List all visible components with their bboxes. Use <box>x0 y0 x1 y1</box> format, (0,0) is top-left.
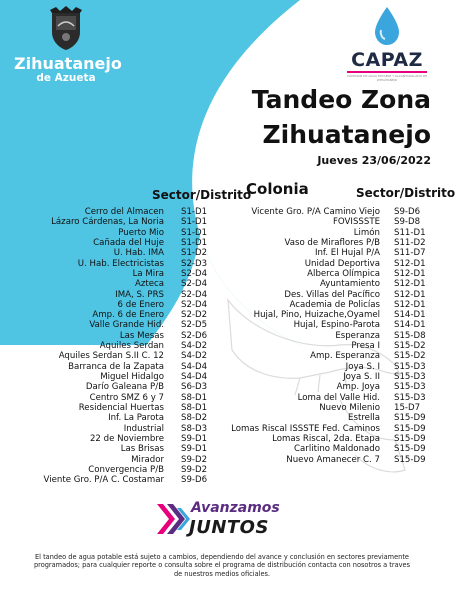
sector-code: S15-D9 <box>394 423 426 434</box>
colonia-name: Vicente Gro. P/A Camino Viejo <box>251 207 380 217</box>
colonia-name: Residencial Huertas <box>78 402 164 413</box>
colonia-name: Barranca de la Zapata <box>68 361 164 372</box>
sector-code: S12-D1 <box>394 299 426 310</box>
list-item <box>218 310 438 320</box>
list-item <box>0 300 227 310</box>
sector-code: S2-D3 <box>181 258 208 269</box>
sector-code: S6-D3 <box>181 382 208 393</box>
list-item <box>0 238 227 248</box>
sector-code: S15-D8 <box>394 330 426 341</box>
colonia-name: Viente Gro. P/A C. Costamar <box>43 475 164 486</box>
colonia-name: Limón <box>353 227 380 238</box>
sector-code: S11-D2 <box>394 237 426 248</box>
colonia-name: Estrella <box>348 413 380 424</box>
agency-logo <box>341 6 433 82</box>
colonia-name: 6 de Enero <box>117 299 164 310</box>
list-item <box>0 434 227 444</box>
right-neighborhood-list <box>218 207 438 465</box>
list-item <box>218 444 438 454</box>
sector-code: S12-D1 <box>394 279 426 290</box>
sector-code: S1-D1 <box>181 217 208 228</box>
title-line-2: Zihuatanejo <box>262 120 431 149</box>
sector-code: S4-D4 <box>181 372 208 382</box>
sector-code: S15-D9 <box>394 433 426 444</box>
sector-code: S4-D4 <box>181 361 208 372</box>
sector-code: S15-D9 <box>394 454 426 465</box>
sector-code: S15-D3 <box>394 361 426 372</box>
colonia-name: U. Hab. IMA <box>113 248 164 259</box>
list-item <box>0 217 227 227</box>
column-header-sector-left: Sector/Distrito <box>152 188 252 202</box>
list-item <box>0 424 227 434</box>
list-item <box>218 238 438 248</box>
list-item <box>218 300 438 310</box>
list-item <box>0 403 227 413</box>
list-item <box>218 279 438 289</box>
municipality-name: Zihuatanejo <box>14 54 122 73</box>
list-item <box>218 424 438 434</box>
list-item <box>0 475 227 485</box>
list-item <box>0 382 227 392</box>
colonia-name: Las Brisas <box>120 444 164 455</box>
sector-code: S1-D1 <box>181 207 208 217</box>
list-item <box>218 455 438 465</box>
sector-code: S4-D2 <box>181 341 208 352</box>
colonia-name: IMA, S. PRS <box>115 289 164 300</box>
sector-code: S1-D2 <box>181 248 208 259</box>
agency-name: CAPAZ <box>351 49 423 71</box>
colonia-name: Presa I <box>351 341 380 352</box>
colonia-name: Cañada del Huje <box>93 237 164 248</box>
sector-code: S2-D4 <box>181 279 208 290</box>
colonia-name: Valle Grande Hid. <box>89 320 164 331</box>
left-neighborhood-list <box>0 207 227 485</box>
list-item <box>218 228 438 238</box>
water-drop-icon <box>372 6 402 46</box>
list-item <box>218 269 438 279</box>
list-item <box>0 455 227 465</box>
list-item <box>218 320 438 330</box>
colonia-name: Miguel Hidalgo <box>100 372 164 382</box>
sector-code: S11-D7 <box>394 248 426 259</box>
sector-code: S9-D2 <box>181 454 208 465</box>
list-item <box>218 362 438 372</box>
sector-code: S4-D2 <box>181 351 208 362</box>
sector-code: S9-D6 <box>394 207 421 217</box>
sector-code: S1-D1 <box>181 237 208 248</box>
list-item <box>0 279 227 289</box>
sector-code: S14-D1 <box>394 320 426 331</box>
list-item <box>0 351 227 361</box>
colonia-name: Centro SMZ 6 y 7 <box>89 392 164 403</box>
page-title <box>252 82 431 152</box>
disclaimer-text: El tandeo de agua potable está sujeto a cambios, dependiendo del avance y conclusión en sectores previamente programados; para cualquier reporte o consulta sobre el programa de distribución contacta con nosotros a traves de nuestros medios oficiales. <box>33 553 411 578</box>
colonia-name: Vaso de Miraflores P/B <box>284 237 380 248</box>
colonia-name: Amp. Joya <box>336 382 380 393</box>
list-item <box>0 259 227 269</box>
colonia-name: 22 de Noviembre <box>89 433 164 444</box>
sector-code: S8-D2 <box>181 413 208 424</box>
sector-code: S1-D1 <box>181 227 208 238</box>
colonia-name: Carlitino Maldonado <box>294 444 380 455</box>
list-item <box>0 444 227 454</box>
colonia-name: Industrial <box>123 423 164 434</box>
sector-code: S14-D1 <box>394 310 426 321</box>
list-item <box>0 413 227 423</box>
coat-of-arms-icon <box>48 6 84 52</box>
sector-code: S12-D1 <box>394 289 426 300</box>
municipality-subtitle: de Azueta <box>36 72 96 84</box>
brand-word-juntos: JUNTOS <box>189 517 269 538</box>
list-item <box>218 248 438 258</box>
colonia-name: Inf. El Hujal P/A <box>314 248 380 259</box>
list-item <box>0 331 227 341</box>
sector-code: S12-D1 <box>394 258 426 269</box>
list-item <box>218 217 438 227</box>
list-item <box>218 341 438 351</box>
list-item <box>218 290 438 300</box>
list-item <box>218 259 438 269</box>
sector-code: S15-D9 <box>394 444 426 455</box>
colonia-name: Hujal, Pino, Huizache,Oyamel <box>253 310 380 321</box>
colonia-name: Mirador <box>131 454 164 465</box>
colonia-name: Lázaro Cárdenas, La Noria <box>51 217 164 228</box>
list-item <box>218 351 438 361</box>
agency-accent-bar <box>347 71 427 73</box>
colonia-name: Esperanza <box>335 330 380 341</box>
colonia-name: Las Mesas <box>119 330 164 341</box>
list-item <box>0 341 227 351</box>
list-item <box>218 434 438 444</box>
list-item <box>0 228 227 238</box>
list-item <box>0 248 227 258</box>
list-item <box>0 372 227 382</box>
sector-code: 15-D7 <box>394 402 421 413</box>
schedule-date: Jueves 23/06/2022 <box>317 154 431 167</box>
colonia-name: Cerro del Almacen <box>84 207 164 217</box>
list-item <box>218 382 438 392</box>
colonia-name: Nuevo Amanecer C. 7 <box>286 454 380 465</box>
colonia-name: Joya S. I <box>345 361 380 372</box>
chevron-arrows-icon <box>155 502 191 536</box>
colonia-name: Academia de Policías <box>289 299 380 310</box>
sector-code: S2-D5 <box>181 320 208 331</box>
colonia-name: Joya S. II <box>343 372 380 382</box>
colonia-name: Darío Galeana P/B <box>85 382 164 393</box>
title-line-1: Tandeo Zona <box>251 85 431 114</box>
sector-code: S15-D3 <box>394 382 426 393</box>
colonia-name: Unidad Deportiva <box>304 258 380 269</box>
sector-code: S15-D3 <box>394 372 426 382</box>
list-item <box>218 372 438 382</box>
list-item <box>0 207 227 217</box>
sector-code: S2-D4 <box>181 299 208 310</box>
list-item <box>218 207 438 217</box>
colonia-name: La Mira <box>132 268 164 279</box>
list-item <box>0 310 227 320</box>
sector-code: S15-D2 <box>394 341 426 352</box>
list-item <box>218 331 438 341</box>
colonia-name: Convergencia P/B <box>88 464 164 475</box>
sector-code: S15-D9 <box>394 413 426 424</box>
list-item <box>0 269 227 279</box>
sector-code: S9-D6 <box>181 475 208 486</box>
sector-code: S2-D2 <box>181 310 208 321</box>
colonia-name: Puerto Mio <box>118 227 164 238</box>
colonia-name: Inf. La Parota <box>108 413 164 424</box>
avanzamos-juntos-logo <box>155 498 305 542</box>
colonia-name: Lomas Riscal, 2da. Etapa <box>272 433 380 444</box>
list-item <box>0 362 227 372</box>
list-item <box>0 465 227 475</box>
sector-code: S15-D3 <box>394 392 426 403</box>
colonia-name: FOVISSSTE <box>332 217 380 228</box>
column-header-sector-right: Sector/Distrito <box>356 186 455 200</box>
colonia-name: Des. Villas del Pacífico <box>284 289 380 300</box>
colonia-name: Ayuntamiento <box>319 279 380 290</box>
colonia-name: Azteca <box>134 279 164 290</box>
list-item <box>0 290 227 300</box>
colonia-name: Alberca Olímpica <box>307 268 380 279</box>
sector-code: S15-D2 <box>394 351 426 362</box>
sector-code: S9-D2 <box>181 464 208 475</box>
brand-word-avanzamos: Avanzamos <box>191 500 280 516</box>
sector-code: S2-D6 <box>181 330 208 341</box>
agency-tagline: COMISION DE AGUA POTABLE Y ALCANTARILLADO DE ZIHUATANEJO <box>346 74 428 82</box>
colonia-name: Aquiles Serdan S.II C. 12 <box>58 351 164 362</box>
colonia-name: U. Hab. Electricistas <box>77 258 164 269</box>
sector-code: S2-D4 <box>181 289 208 300</box>
sector-code: S8-D3 <box>181 423 208 434</box>
column-header-colonia: Colonia <box>246 180 309 198</box>
colonia-name: Hujal, Espino-Parota <box>293 320 380 331</box>
colonia-name: Loma del Valle Hid. <box>297 392 380 403</box>
list-item <box>0 320 227 330</box>
list-item <box>218 403 438 413</box>
colonia-name: Amp. Esperanza <box>310 351 380 362</box>
list-item <box>218 413 438 423</box>
sector-code: S9-D8 <box>394 217 421 228</box>
sector-code: S2-D4 <box>181 268 208 279</box>
list-item <box>0 393 227 403</box>
sector-code: S9-D1 <box>181 444 208 455</box>
sector-code: S11-D1 <box>394 227 426 238</box>
colonia-name: Nuevo Milenio <box>319 402 380 413</box>
colonia-name: Amp. 6 de Enero <box>92 310 164 321</box>
municipality-logo <box>14 6 122 84</box>
sector-code: S8-D1 <box>181 392 208 403</box>
list-item <box>218 393 438 403</box>
sector-code: S12-D1 <box>394 268 426 279</box>
sector-code: S9-D1 <box>181 433 208 444</box>
colonia-name: Lomas Riscal ISSSTE Fed. Caminos <box>231 423 380 434</box>
sector-code: S8-D1 <box>181 402 208 413</box>
colonia-name: Aquiles Serdan <box>99 341 164 352</box>
